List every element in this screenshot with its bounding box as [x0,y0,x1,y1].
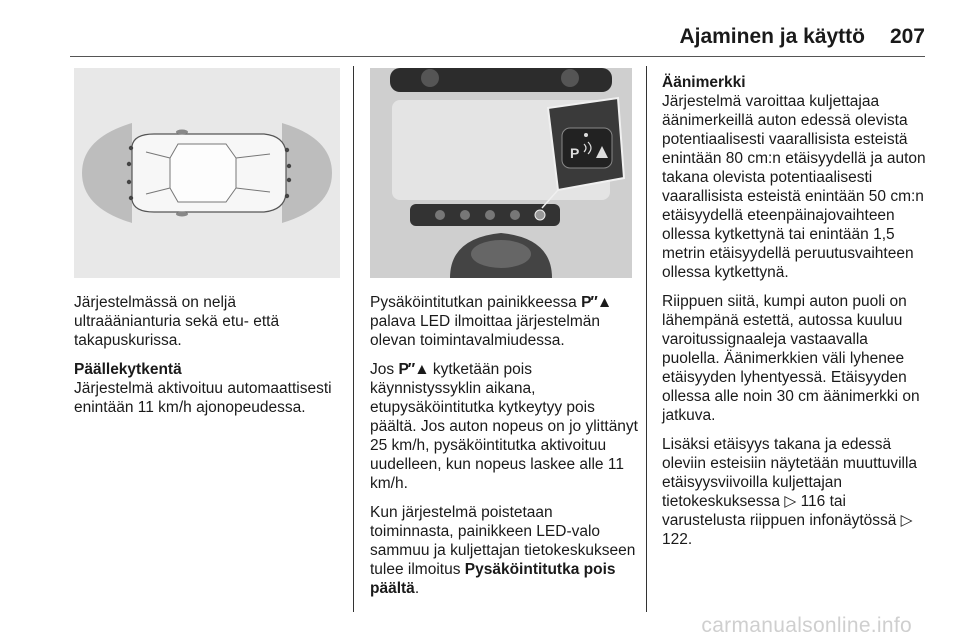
parking-button-label: P [570,145,580,161]
sensor-diagram [74,68,340,278]
deactivation-paragraph: Jos P″▲ kytketään pois käynnistyssyklin aikana, etupysäköintitutka kytkeytyy pois päältä. Jos auton nopeus on jo ylittänyt 25 km/h, pysäköintitutka aktivoituu uudelleen, kun nopeus laskee alle 11 km/h. [370,361,638,492]
car-roof [170,144,236,202]
led-paragraph: Pysäköintitutkan painikkeessa P″▲ palava LED ilmoittaa järjestelmän olevan toimintavalmiudessa. [370,294,612,349]
sensor-dot [127,180,131,184]
car-topview-illustration [74,68,340,278]
sensor-dot [127,162,131,166]
parking-sensor-icon: P″▲ [398,361,429,378]
activation-heading: Päällekytkentä [74,361,182,378]
page-reference-link[interactable]: ▷ 116 [784,493,826,510]
off-message-paragraph: Kun järjestelmä poistetaan toiminnasta, painikkeen LED-valo sammuu ja kuljettajan tietokeskukseen tulee ilmoitus Pysäköintitutka pois päältä. [370,504,636,597]
display-paragraph: Lisäksi etäisyys takana ja edessä oleviin esteisiin näytetään muuttuvilla etäisyysviivoilla kuljettajan tietokeskuksessa ▷ 116 tai varustelusta riippuen infonäytössä ▷ 122. [662,436,918,548]
right-column [662,73,928,559]
warning-distance-paragraph: Järjestelmä varoittaa kuljettajaa äänimerkeillä auton edessä olevista potentiaalisesti vaarallisista esteistä enintään 80 cm:n etäisyydellä ja auton takana olevista potentiaalisesti vaarallisista esteistä enintään 50 cm:n etäisyydellä eteenpäinajovaihteen ollessa kytkettynä tai enintään 1,5 metrin etäisyydellä peruutusvaihteen ollessa kytkettynä. [662,93,926,281]
sensor-dot [285,194,289,198]
center-console-illustration [370,68,632,278]
page-header [70,20,925,57]
left-column [74,293,344,427]
watermark: carmanualsonline.info [701,614,912,637]
sensor-dot [285,148,289,152]
sensor-dot [287,178,291,182]
sound-signal-heading: Äänimerkki [662,74,746,91]
dashboard-photo [370,68,632,278]
column-divider-1 [353,66,354,612]
column-divider-2 [646,66,647,612]
section-title: Ajaminen ja käyttö [679,25,865,48]
parking-sensor-icon: P″▲ [581,294,612,311]
led-indicator [584,133,588,137]
off-message-text: Pysäköintitutka pois päältä [370,561,616,597]
sensor-dot [129,196,133,200]
activation-paragraph: Järjestelmä aktivoituu automaattisesti enintään 11 km/h ajonopeudessa. [74,380,332,416]
sensor-dot [287,164,291,168]
intro-paragraph: Järjestelmässä on neljä ultraäänianturia sekä etu- että takapuskurissa. [74,294,280,349]
middle-column [370,293,638,608]
sensor-dot [129,146,133,150]
page-reference-link[interactable]: ▷ 122 [662,512,913,548]
signal-side-paragraph: Riippuen siitä, kumpi auton puoli on lähempänä estettä, autossa kuuluu varoitussignaaleja vastaavalla puolella. Äänimerkkien väli lyhenee etäisyyden lyhentyessä. Etäisyyden ollessa alle noin 30 cm äänimerkki on jatkuva. [662,293,920,424]
page-number: 207 [889,25,925,48]
